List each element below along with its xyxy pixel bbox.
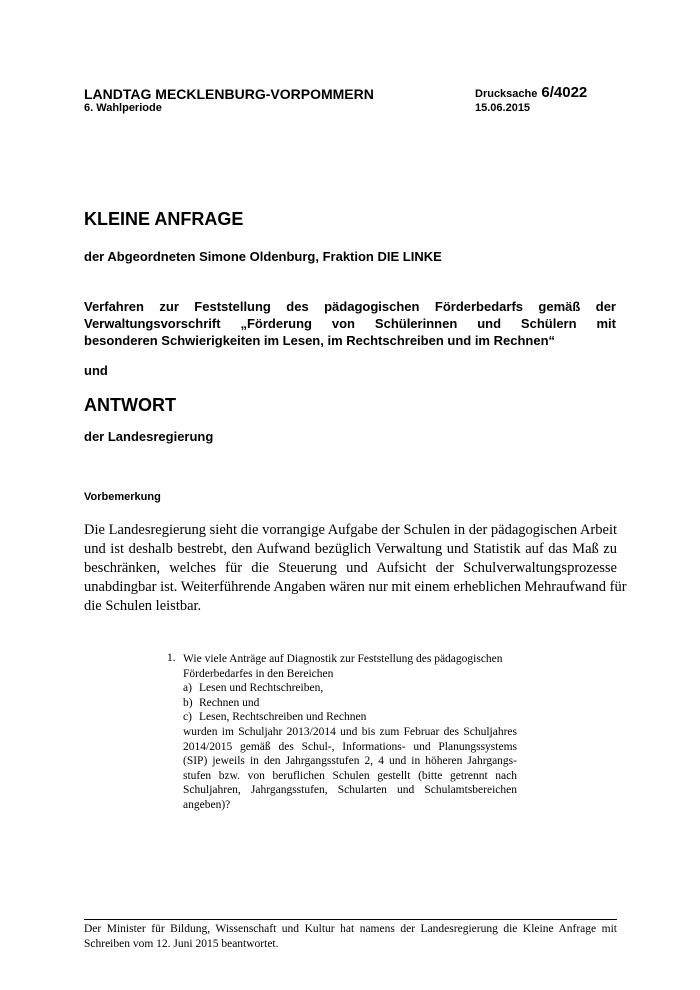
question-line: 2014/2015 gemäß des Schul-, Informations- und Planungssystems (183, 740, 517, 753)
question-number: 1. (167, 652, 176, 664)
document-number-value: 6/4022 (541, 84, 588, 101)
paragraph-line: unabdingbar ist. Weiterführende Angaben wären nur mit einem erheblichen Mehraufwand für (84, 579, 627, 595)
paragraph-line: die Schulen leistbar. (84, 598, 202, 614)
topic-line: Verfahren zur Feststellung des pädagogischen Förderbedarfs gemäß der (84, 299, 616, 314)
inquiry-heading: KLEINE ANFRAGE (84, 209, 244, 229)
footnote (84, 922, 617, 951)
and-connector: und (84, 363, 108, 378)
document-date: 15.06.2015 (475, 102, 531, 114)
topic-line: besonderen Schwierigkeiten im Lesen, im Rechtschreiben und im Rechnen“ (84, 333, 556, 348)
footnote-divider (84, 919, 617, 920)
paragraph-line: Die Landesregierung sieht die vorrangige Aufgabe der Schulen in der pädagogischen Arbeit (84, 522, 617, 538)
item-label: a) (183, 682, 192, 695)
question-item (183, 681, 517, 696)
question-line: angeben)? (183, 798, 231, 811)
footnote-line: Der Minister für Bildung, Wissenschaft und Kultur hat namens der Landesregierung die Kleine Anfrage mit (84, 923, 617, 935)
document-label: Drucksache (475, 88, 538, 100)
item-text: Lesen und Rechtschreiben, (199, 682, 324, 695)
legislative-period: 6. Wahlperiode (84, 102, 162, 114)
question-item (183, 696, 517, 711)
question-line: stufen bzw. von beruflichen Schulen gestellt (bitte getrennt nach (183, 769, 517, 782)
parliament-name: LANDTAG MECKLENBURG-VORPOMMERN (84, 86, 374, 102)
question-line: Wie viele Anträge auf Diagnostik zur Feststellung des pädagogischen (183, 653, 503, 665)
document-number (475, 84, 587, 101)
preliminary-paragraph (84, 521, 627, 616)
footnote-line: Schreiben vom 12. Juni 2015 beantwortet. (84, 937, 279, 950)
item-label: b) (183, 696, 193, 709)
question-item (183, 710, 517, 725)
inquiry-author: der Abgeordneten Simone Oldenburg, Fraktion DIE LINKE (84, 249, 442, 264)
question-text (183, 652, 517, 813)
paragraph-line: und ist deshalb bestrebt, den Aufwand bezüglich Verwaltung und Statistik auf das Maß zu (84, 541, 617, 557)
preliminary-heading: Vorbemerkung (84, 491, 161, 503)
inquiry-topic (84, 298, 616, 349)
question-line: Förderbedarfes in den Bereichen (183, 667, 334, 680)
question-line: Schuljahren, Jahrgangsstufen, Schularten und Schulamtsbereichen (183, 784, 517, 797)
question-line: (SIP) jeweils in den Jahrgangsstufen 2, 4 und in höheren Jahrgangs- (183, 755, 517, 768)
answer-heading: ANTWORT (84, 395, 176, 415)
question-line: wurden im Schuljahr 2013/2014 und bis zum Februar des Schuljahres (183, 725, 517, 738)
paragraph-line: beschränken, welches für die Steuerung und Aufsicht der Schulverwaltungsprozesse (84, 560, 617, 576)
item-text: Lesen, Rechtschreiben und Rechnen (199, 711, 367, 724)
topic-line: Verwaltungsvorschrift „Förderung von Schülerinnen und Schülern mit (84, 316, 616, 331)
answer-by: der Landesregierung (84, 429, 214, 444)
item-label: c) (183, 711, 192, 724)
item-text: Rechnen und (199, 696, 260, 709)
